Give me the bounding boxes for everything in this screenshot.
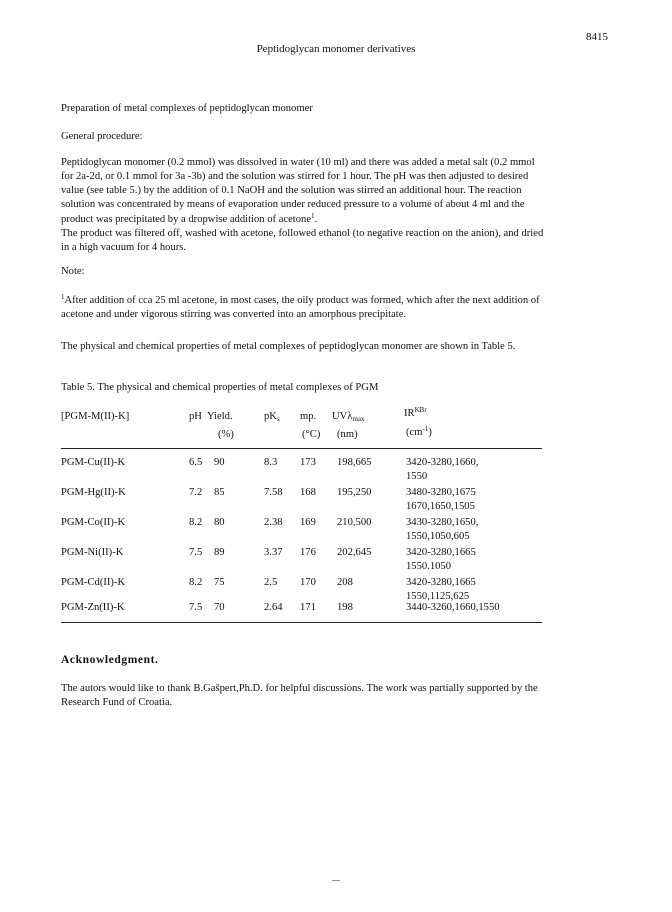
header-ir-unit-sup: -1 xyxy=(422,425,429,433)
running-head: Peptidoglycan monomer derivatives xyxy=(256,43,416,55)
header-pks xyxy=(264,410,280,424)
header-ir-unit xyxy=(406,425,432,440)
header-uv-sub: max xyxy=(352,415,365,423)
cell-mp: 171 xyxy=(300,602,316,613)
cell-ir xyxy=(406,486,476,514)
cell-uv: 198,665 xyxy=(337,457,372,468)
cell-ir xyxy=(406,516,478,544)
ir-line: 3430-3280,1650, xyxy=(406,517,479,528)
cell-mp: 170 xyxy=(300,577,316,588)
footer-mark xyxy=(332,880,340,881)
acknowledgment-title: Acknowledgment. xyxy=(61,654,159,666)
physprop-line: The physical and chemical properties of metal complexes of peptidoglycan monomer are shown in Table 5. xyxy=(61,341,516,352)
cell-compound: PGM-Hg(II)-K xyxy=(61,487,126,498)
cell-uv: 208 xyxy=(337,577,353,588)
cell-ph: 8.2 xyxy=(189,577,203,588)
procedure-line: The product was filtered off, washed with acetone, followed ethanol (to negative reaction on the anion), and dried xyxy=(61,227,544,239)
ir-line: 1550,1050,605 xyxy=(406,530,470,542)
ack-line: The autors would like to thank B.Gašpert,Ph.D. for helpful discussions. The work was partially supported by the xyxy=(61,683,538,694)
footnote-marker: 1 xyxy=(311,211,315,220)
cell-pks: 3.37 xyxy=(264,547,283,558)
cell-ph: 7.5 xyxy=(189,547,203,558)
procedure-line-end: . xyxy=(314,213,318,225)
footnote-marker: 1 xyxy=(61,293,65,301)
cell-compound: PGM-Zn(II)-K xyxy=(61,602,125,613)
cell-pks: 2.64 xyxy=(264,602,283,613)
cell-mp: 168 xyxy=(300,487,316,498)
ir-line: 3420-3280,1660, xyxy=(406,457,479,468)
cell-yield: 90 xyxy=(214,457,225,468)
header-pks-sub: s xyxy=(276,415,280,423)
cell-yield: 85 xyxy=(214,487,225,498)
procedure-line: for 2a-2d, or 0.1 mmol for 3a -3b) and the solution was stirred for 1 hour. The pH was then adjusted to desired xyxy=(61,170,529,182)
table-bottom-rule xyxy=(61,622,542,623)
header-ir-unit-end: ) xyxy=(428,427,432,438)
note-line xyxy=(61,293,617,308)
procedure-line xyxy=(61,212,617,227)
ir-line: 3440-3260,1660,1550 xyxy=(406,602,500,613)
ir-line: 3420-3280,1665 xyxy=(406,547,476,558)
header-yield-unit: (%) xyxy=(218,429,234,440)
cell-ir xyxy=(406,576,476,604)
cell-yield: 80 xyxy=(214,517,225,528)
header-uv-unit: (nm) xyxy=(337,429,358,440)
header-ir-main: IR xyxy=(404,408,415,419)
cell-ph: 7.5 xyxy=(189,602,203,613)
note-line-text: After addition of cca 25 ml acetone, in most cases, the oily product was formed, which after the next addition of xyxy=(64,295,540,306)
header-ir-unit-main: (cm xyxy=(406,427,423,438)
ir-line: 1670,1650,1505 xyxy=(406,500,475,512)
cell-uv: 195,250 xyxy=(337,487,372,498)
procedure-line: in a high vacuum for 4 hours. xyxy=(61,241,187,253)
table-top-rule xyxy=(61,448,542,449)
page-number: 8415 xyxy=(586,31,608,43)
cell-compound: PGM-Ni(II)-K xyxy=(61,547,124,558)
cell-ph: 8.2 xyxy=(189,517,203,528)
cell-pks: 8.3 xyxy=(264,457,278,468)
procedure-line: solution was concentrated by means of evaporation under reduced pressure to a volume of about 4 ml and the xyxy=(61,198,525,210)
cell-pks: 2.38 xyxy=(264,517,283,528)
procedure-line-text: product was precipitated by a dropwise addition of acetone xyxy=(61,213,312,225)
section-title: Preparation of metal complexes of peptidoglycan monomer xyxy=(61,103,313,114)
header-ir-sup: KBr xyxy=(414,406,427,414)
ir-line: 3420-3280,1665 xyxy=(406,577,476,588)
cell-compound: PGM-Co(II)-K xyxy=(61,517,126,528)
cell-yield: 70 xyxy=(214,602,225,613)
table-caption: Table 5. The physical and chemical properties of metal complexes of PGM xyxy=(61,382,379,393)
cell-ph: 7.2 xyxy=(189,487,203,498)
ir-line: 3480-3280,1675 xyxy=(406,487,476,498)
cell-uv: 210,500 xyxy=(337,517,372,528)
header-compound: [PGM-M(II)-K] xyxy=(61,411,130,422)
cell-pks: 7.58 xyxy=(264,487,283,498)
cell-compound: PGM-Cu(II)-K xyxy=(61,457,126,468)
note-line: acetone and under vigorous stirring was converted into an amorphous precipitate. xyxy=(61,308,407,320)
cell-pks: 2.5 xyxy=(264,577,278,588)
cell-mp: 169 xyxy=(300,517,316,528)
cell-ir xyxy=(406,546,476,574)
procedure-line: value (see table 5.) by the addition of 0.1 NaOH and the solution was stirred an additional hour. The reaction xyxy=(61,184,522,196)
cell-mp: 173 xyxy=(300,457,316,468)
note-paragraph xyxy=(61,293,617,322)
cell-uv: 202,645 xyxy=(337,547,372,558)
header-pks-main: pK xyxy=(264,411,277,422)
cell-ir xyxy=(406,601,500,615)
header-ph: pH xyxy=(189,411,202,422)
ir-line: 1550 xyxy=(406,470,428,482)
acknowledgment-paragraph xyxy=(61,682,617,710)
ir-line: 1550.1050 xyxy=(406,560,452,572)
cell-ir xyxy=(406,456,478,484)
subsection-title: General procedure: xyxy=(61,131,143,142)
note-label: Note: xyxy=(61,266,85,277)
ack-line: Research Fund of Croatia. xyxy=(61,696,173,708)
cell-uv: 198 xyxy=(337,602,353,613)
cell-ph: 6.5 xyxy=(189,457,203,468)
header-mp-unit: (°C) xyxy=(302,429,321,440)
header-mp: mp. xyxy=(300,411,317,422)
cell-yield: 75 xyxy=(214,577,225,588)
ir-line: 1550,1125,625 xyxy=(406,590,470,602)
header-ir xyxy=(404,406,427,421)
header-yield: Yield. xyxy=(207,411,233,422)
physprop-paragraph xyxy=(61,340,617,354)
cell-mp: 176 xyxy=(300,547,316,558)
header-uv xyxy=(332,410,365,424)
cell-yield: 89 xyxy=(214,547,225,558)
cell-compound: PGM-Cd(II)-K xyxy=(61,577,126,588)
header-uv-main: UVλ xyxy=(332,411,353,422)
procedure-line: Peptidoglycan monomer (0.2 mmol) was dissolved in water (10 ml) and there was added a metal salt (0.2 mmol xyxy=(61,157,535,168)
procedure-paragraph xyxy=(61,156,617,255)
